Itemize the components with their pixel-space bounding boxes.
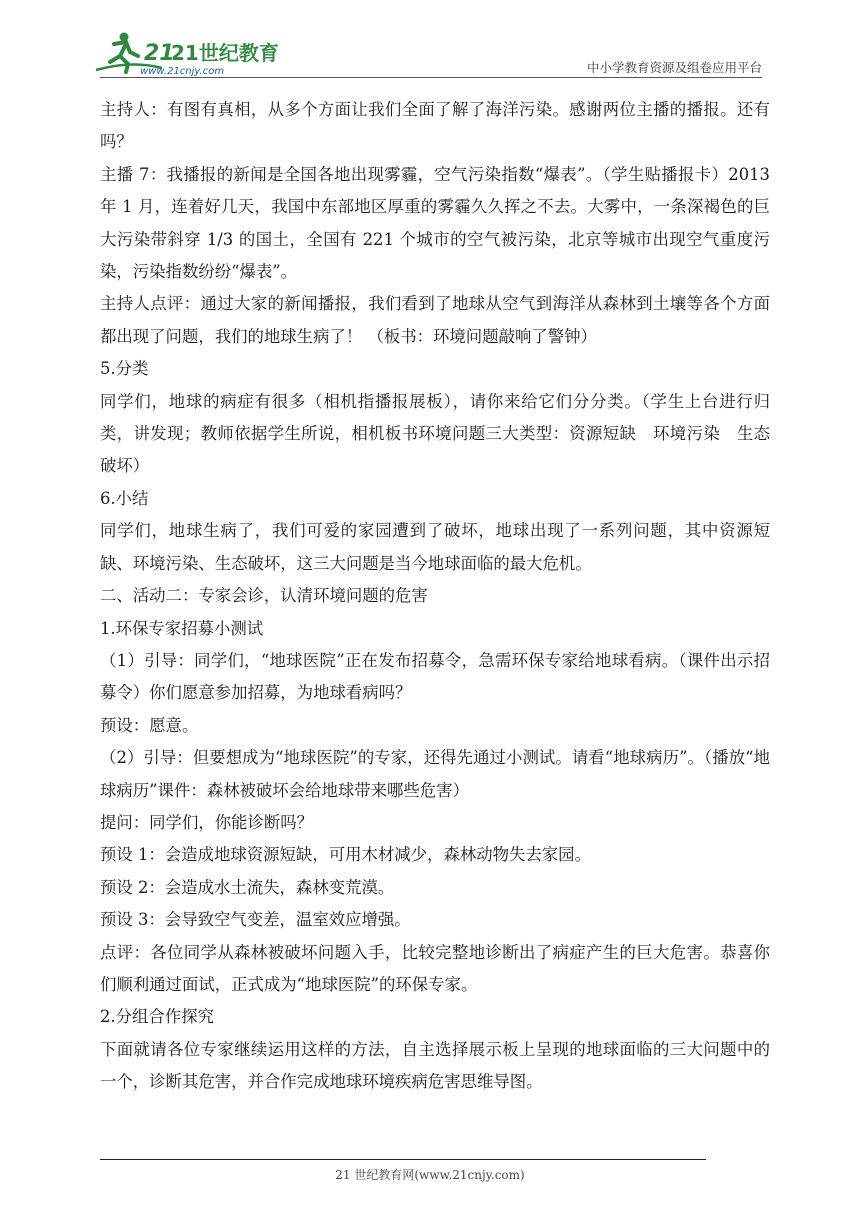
header-divider [100, 77, 762, 78]
svg-text:21: 21 [144, 41, 175, 66]
page-header [0, 0, 860, 90]
paragraph: 主持人点评：通过大家的新闻播报，我们看到了地球从空气到海洋从森林到土壤等各个方面都出现了问题，我们的地球生病了！ （板书：环境问题敲响了警钟） [100, 294, 770, 346]
paragraph: 主持人：有图有真相，从多个方面让我们全面了解了海洋污染。感谢两位主播的播报。还有吗？ [100, 100, 770, 152]
paragraph: 点评：各位同学从森林被破坏问题入手，比较完整地诊断出了病症产生的巨大危害。恭喜你们顺利通过面试，正式成为“地球医院”的环保专家。 [100, 942, 770, 994]
section-heading: 5.分类 [100, 359, 149, 379]
logo-text: 21世纪教育 [171, 41, 279, 65]
footer-text: 21 世纪教育网(www.21cnjy.com) [335, 1168, 525, 1182]
header-platform-text: 中小学教育资源及组卷应用平台 [586, 60, 762, 75]
section-heading: 2.分组合作探究 [100, 1007, 214, 1027]
paragraph: 同学们，地球生病了，我们可爱的家园遭到了破坏，地球出现了一系列问题，其中资源短缺、环境污染、生态破坏，这三大问题是当今地球面临的最大危机。 [100, 521, 770, 573]
paragraph: 同学们，地球的病症有很多（相机指播报展板），请你来给它们分分类。（学生上台进行归类，讲发现；教师依据学生所说，相机板书环境问题三大类型：资源短缺 环境污染 生态破坏） [100, 391, 770, 476]
logo-url: www.21cnjy.com [140, 66, 225, 77]
paragraph: 预设 2：会造成水土流失，森林变荒漠。 [100, 877, 395, 897]
paragraph: （1）引导：同学们，“地球医院”正在发布招募令，急需环保专家给地球看病。（课件出示招募令）你们愿意参加招募，为地球看病吗？ [100, 650, 770, 703]
paragraph: 下面就请各位专家继续运用这样的方法，自主选择展示板上呈现的地球面临的三大问题中的一个，诊断其危害，并合作完成地球环境疾病危害思维导图。 [100, 1039, 770, 1092]
paragraph: 预设：愿意。 [100, 715, 199, 735]
paragraph: 提问：同学们，你能诊断吗？ [100, 812, 314, 832]
paragraph: 预设 1：会造成地球资源短缺，可用木材减少，森林动物失去家园。 [100, 845, 591, 865]
section-heading: 1.环保专家招募小测试 [100, 618, 264, 638]
site-logo [92, 30, 279, 80]
paragraph: 主播 7：我播报的新闻是全国各地出现雾霾，空气污染指数“爆表”。（学生贴播报卡）2013 年 1 月，连着好几天，我国中东部地区厚重的雾霾久久挥之不去。大雾中，一条深褐色的巨大污染带斜穿 1/3 的国土，全国有 221 个城市的空气被污染，北京等城市出现空气重度污染，污染指数纷纷“爆表”。 [100, 164, 770, 282]
paragraph: 预设 3：会导致空气变差，温室效应增强。 [100, 910, 411, 930]
paragraph: （2）引导：但要想成为“地球医院”的专家，还得先通过小测试。请看“地球病历”。（播放“地球病历”课件：森林被破坏会给地球带来哪些危害） [100, 748, 770, 800]
footer-divider [100, 1159, 706, 1160]
section-heading: 6.小结 [100, 488, 149, 508]
section-heading: 二、活动二：专家会诊，认清环境问题的危害 [100, 586, 428, 606]
document-body [100, 94, 770, 1099]
